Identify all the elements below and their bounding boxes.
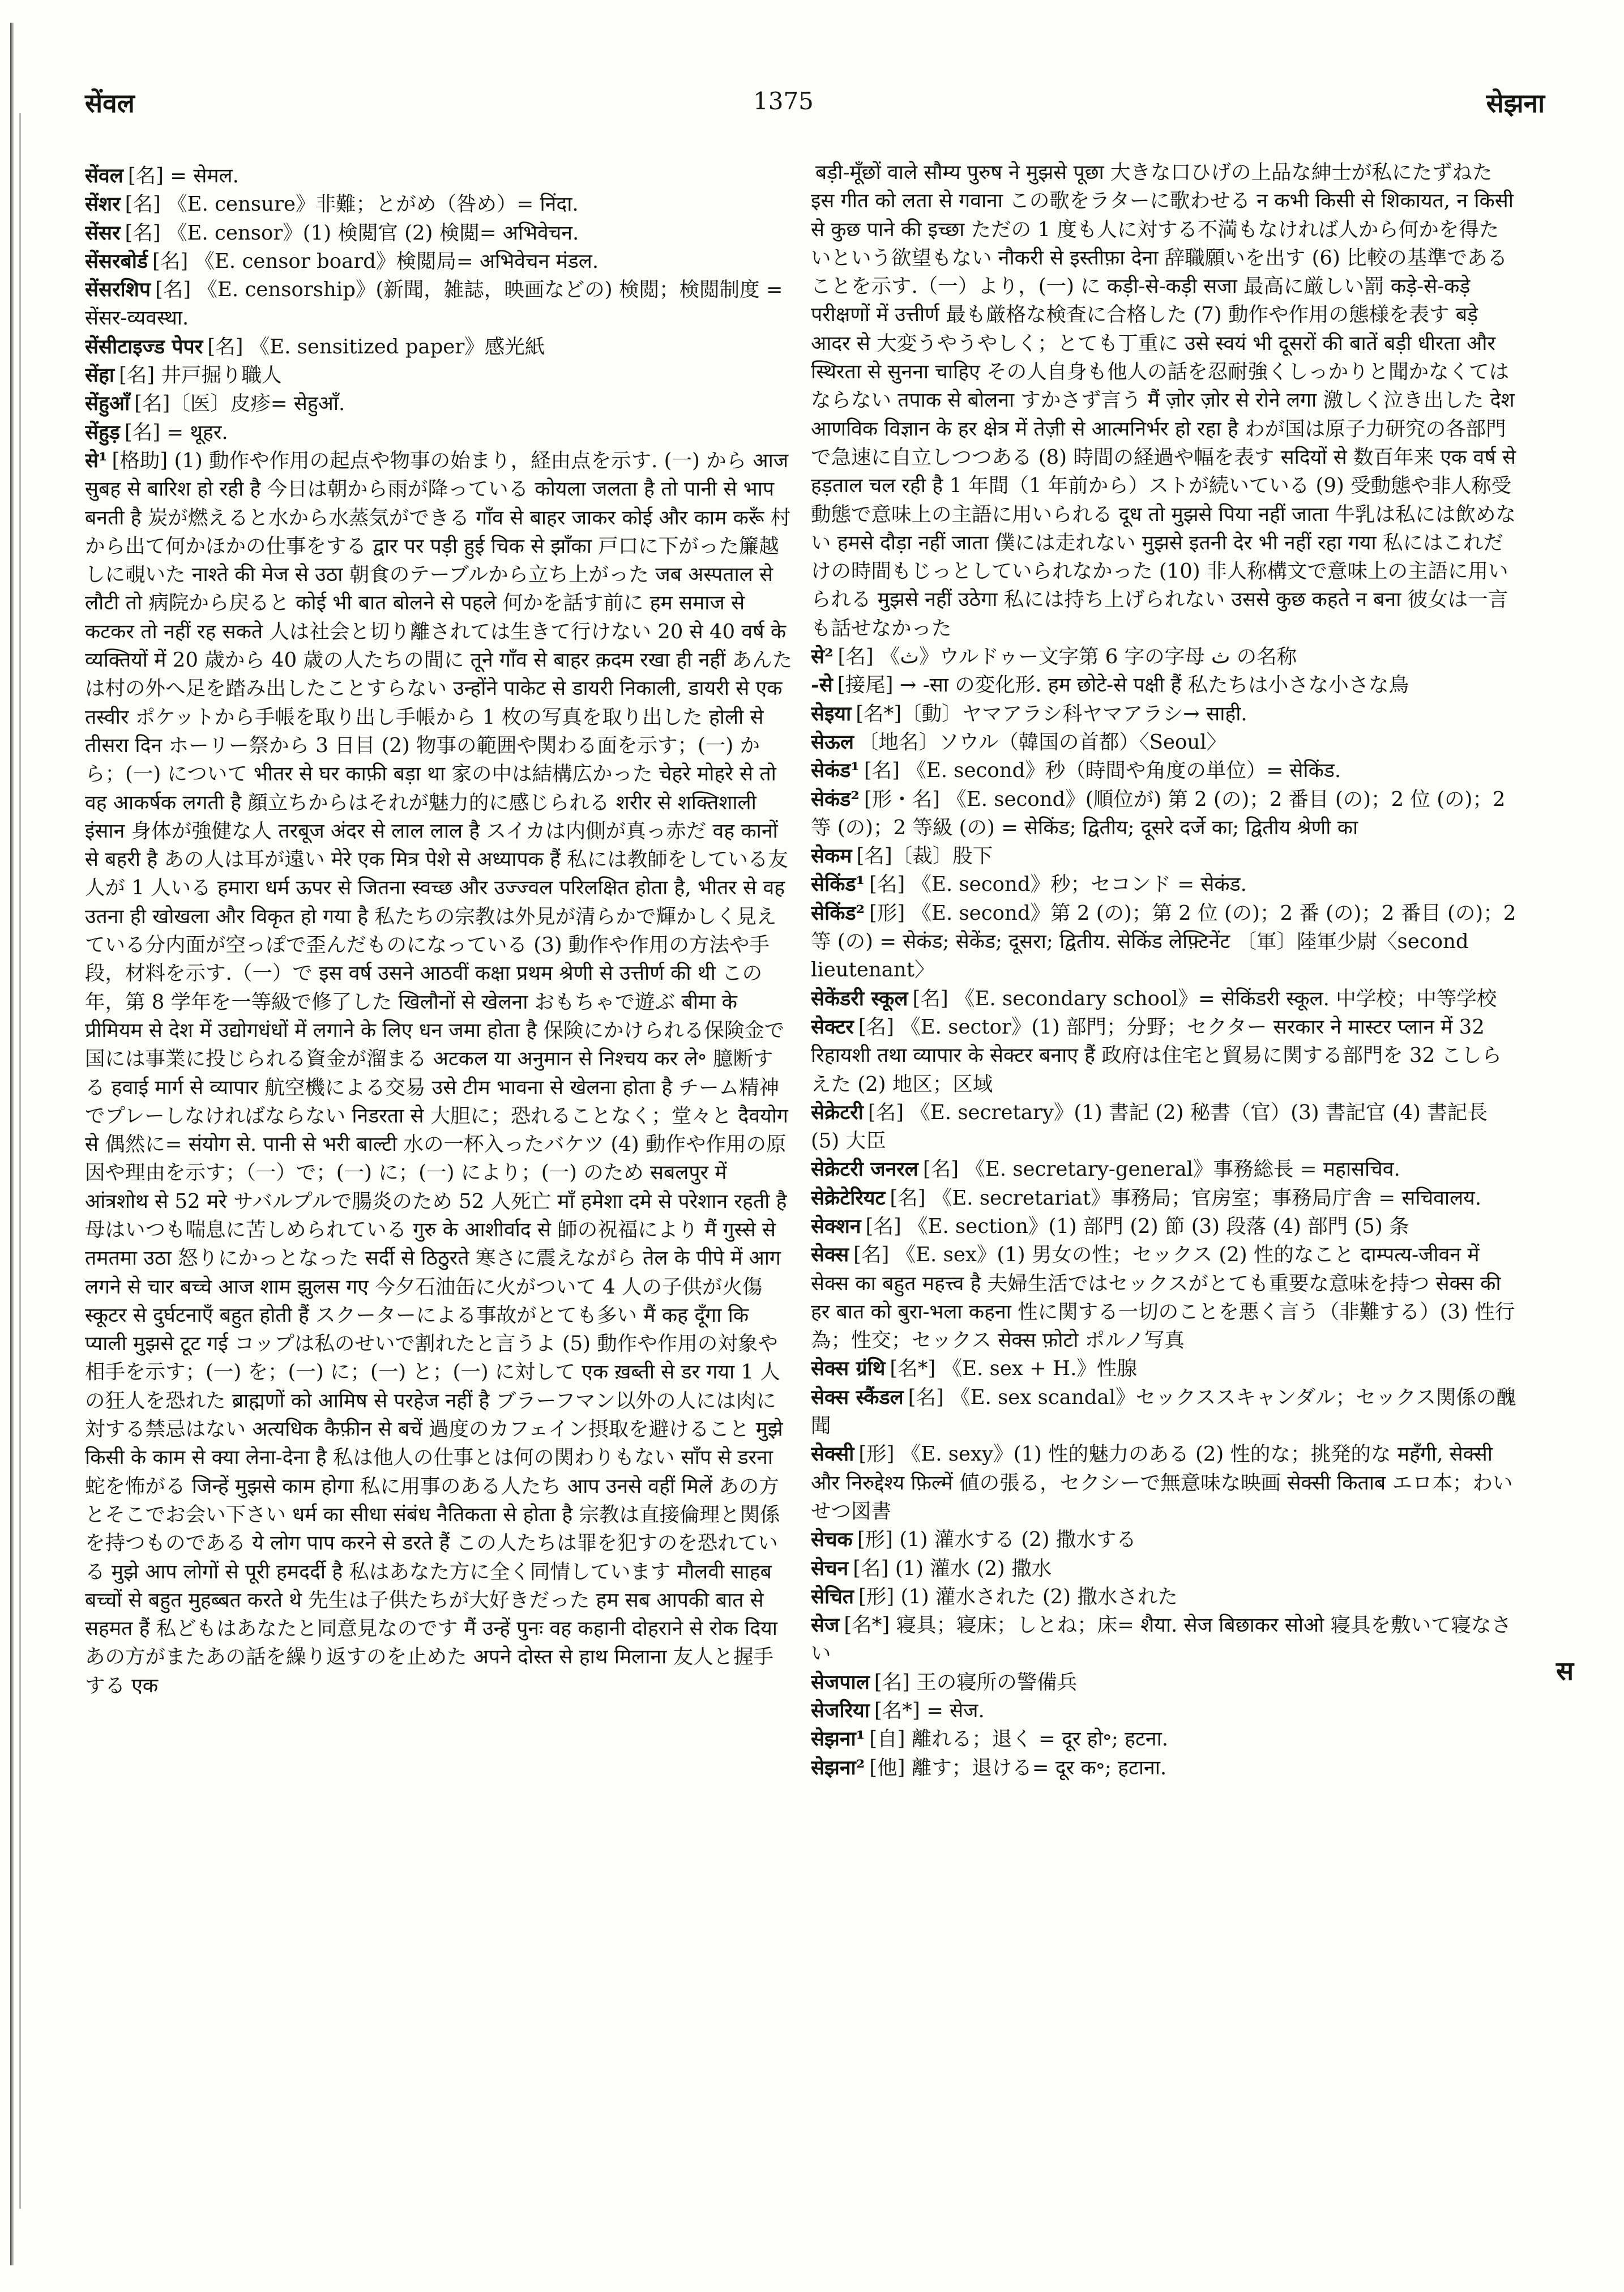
entry-headword: सेचन [811,1556,849,1580]
entry-headword: सेचक [811,1528,853,1552]
entry-headword: सेक्रेटरी जनरल [811,1158,918,1181]
entry-definition: [名] 《E. secretariat》事務局；官房室；事務局庁舎 = सचिवालय. [890,1186,1482,1210]
entry-definition: [形・名] 《E. second》(順位が) 第 2 (の)；2 番目 (の)；2 位 (の)；2 等 (の)；2 等級 (の) = सेकिंड; द्वितीय; दूसरे दर्जे का; द्वितीय श्रेणी का [811,787,1506,839]
dictionary-entry [811,842,1519,870]
dictionary-entry [85,447,793,1700]
entry-definition: [名*]〔動〕ヤマアラシ科ヤマアラシ→ साही. [856,702,1247,725]
entry-definition: [名] 《E. secondary school》= सेकिंडरी स्कूल. 中学校；中等学校 [912,987,1497,1010]
book-spine-shadow [10,23,14,2265]
dictionary-entry [811,1155,1519,1184]
entry-headword: सेंसीटाइज्ड पेपर [85,335,203,358]
dictionary-entry [811,1611,1519,1668]
entry-definition: [名] 《E. secretary》(1) 書記 (2) 秘書（官）(3) 書記官 (4) 書記長 (5) 大臣 [811,1100,1488,1153]
dictionary-entry [811,700,1519,728]
entry-headword: सेक्टर [811,1015,854,1039]
entry-headword: सेक्स ग्रंथि [811,1357,886,1381]
dictionary-entry [811,757,1519,785]
entry-headword: सेज [811,1614,840,1637]
entry-definition: [名] 《E. sex》(1) 男女の性；セックス (2) 性的なこと दाम्पत्य-जीवन में सेक्स का बहुत महत्त्व है 夫婦生活ではセックスがとても重要な意味を持つ सेक्स की हर बात को बुरा-भला कहना 性に関する一切のことを悪く言う（非難する）(3) 性行為；性交；セックス सेक्स फ़ोटो ポルノ写真 [811,1243,1515,1352]
dictionary-entry [811,1725,1519,1753]
dictionary-entry [811,870,1519,899]
page-number: 1375 [753,87,814,115]
dictionary-entry [85,247,793,276]
entry-headword: सेंशर [85,193,121,216]
entry-headword: से¹ [85,449,108,472]
dictionary-entry [811,1440,1519,1526]
entry-headword: से² [811,645,834,669]
dictionary-entry [811,899,1519,985]
entry-definition: [名] 《E. second》秒（時間や角度の単位）= सेकिंड. [864,759,1341,783]
entry-headword: सेकिंड² [811,901,865,925]
entry-headword: सेऊल [811,730,854,754]
entry-definition: [名] = सेमल. [127,164,239,187]
entry-definition: [名] 《E. second》秒；セコンド = सेकंड. [869,873,1247,897]
entry-definition: [名] 《E. section》(1) 部門 (2) 節 (3) 段落 (4) 部門 (5) 条 [865,1214,1409,1238]
entry-definition: [名*] = सेज. [874,1699,985,1723]
dictionary-entry [811,1754,1519,1782]
dictionary-entry [811,1526,1519,1554]
entry-definition: [名] 《E. sex scandal》セックススキャンダル；セックス関係の醜聞 [811,1385,1516,1438]
section-thumb-marker: स [1556,1655,1574,1686]
entry-definition: [名] 井戸掘り職人 [119,364,282,387]
entry-headword: सेचित [811,1585,854,1608]
dictionary-entry [811,1355,1519,1383]
entry-definition: [名]〔医〕皮疹= सेहुआँ. [134,392,345,416]
entry-definition: 〔地名〕ソウル（韓国の首都）〈Seoul〉 [858,730,1227,754]
dictionary-entry [85,390,793,418]
entry-definition: [形] (1) 灌水する (2) 撒水する [857,1528,1136,1552]
dictionary-entry [811,1697,1519,1725]
entry-headword: सेंसरबोर्ड [85,249,148,273]
dictionary-entry [811,728,1519,757]
entry-headword: सेझना¹ [811,1727,865,1751]
entry-definition: [他] 離す；退ける= दूर क॰; हटाना. [869,1756,1167,1779]
entry-definition: [名] 王の寝所の警備兵 [874,1670,1078,1694]
entry-definition: [名] 《ث》ウルドゥー文字第 6 字の字母 ث の名称 [837,645,1297,669]
dictionary-entry [85,276,793,333]
entry-headword: सेझना² [811,1756,865,1779]
entry-headword: सेजपाल [811,1670,870,1694]
dictionary-entry [811,786,1519,843]
entry-definition: [形] (1) 灌水された (2) 撒水された [858,1585,1178,1608]
right-guide-word: सेझना [1486,88,1545,118]
entry-headword: सेंहुड़ [85,420,120,444]
entry-headword: सेक्शन [811,1214,861,1238]
book-spine-line [19,113,21,2209]
entry-headword: सेंहुआँ [85,392,130,416]
entry-definition: [名] 《E. censorship》(新聞，雑誌，映画などの) 検閲；検閲制度 = सेंसर-व्यवस्था. [85,278,783,330]
entry-definition: [名] = थूहर. [124,420,228,444]
dictionary-entry [85,190,793,219]
dictionary-entry [811,985,1519,1013]
dictionary-entry [811,1384,1519,1441]
dictionary-entry [811,671,1519,699]
entry-headword: सेंसरशिप [85,278,151,302]
entry-headword: सेक्रेटेरियट [811,1186,886,1210]
entry-definition: [自] 離れる；退く = दूर हो॰; हटना. [869,1727,1169,1751]
entry-definition: [名] (1) 灌水 (2) 撒水 [853,1556,1052,1580]
entry-headword: सेंसर [85,221,121,245]
entry-headword: सेक्स [811,1243,849,1267]
dictionary-entry [811,1099,1519,1156]
entry-headword: सेकंड² [811,787,860,811]
entry-definition: [名] 《E. sensitized paper》感光紙 [207,335,545,358]
entry-definition: [名] 《E. censor board》検閲局= अभिवेचन मंडल. [152,249,599,273]
dictionary-entry [811,1241,1519,1355]
entry-headword: सेक्स स्कैंडल [811,1385,904,1409]
entry-headword: सेकेंडरी स्कूल [811,987,908,1010]
entry-definition: [形] 《E. second》第 2 (の)；第 2 位 (の)；2 番 (の)；2 番目 (の)；2 等 (の) = सेकंड; सेकेंड; दूसरा; द्वितीय. सेकिंड लेफ़्टिनेंट 〔軍〕陸軍少尉〈second lieutenant〉 [811,901,1516,982]
dictionary-entry [85,419,793,447]
dictionary-entry [811,159,1519,643]
entry-headword: सेक्सी [811,1442,854,1466]
dictionary-entry [811,1213,1519,1241]
entry-headword: सेक्रेटरी [811,1100,864,1124]
dictionary-entry [811,1184,1519,1213]
entry-definition: [接尾] → -सा の変化形. हम छोटे-से पक्षी हैं 私たちは小さな小さな鳥 [837,673,1409,697]
entry-definition: [名*] 寝具；寝床；しとね；床= शैया. सेज बिछाकर सोओ 寝具を敷いて寝なさい [811,1614,1512,1666]
entry-headword: सेंहा [85,364,115,387]
dictionary-entry [811,1668,1519,1697]
entry-definition: [名] 《E. sector》(1) 部門；分野；セクター सरकार ने मास्टर प्लान में 32 रिहायशी तथा व्यापार के सेक्टर बनाए हैं 政府は住宅と貿易に関する部門を 32 こしらえた (2) 地区；区域 [811,1015,1502,1096]
entry-definition: बड़ी-मूँछों वाले सौम्य पुरुष ने मुझसे पूछा 大きな口ひげの上品な紳士が私にたずねた इस गीत को लता से गवाना この歌をラターに歌わせる न कभी किसी से शिकायत, न किसी से कुछ पाने की इच्छा ただの 1 度も人に対する不満もなければ人から何かを得たいという欲望もない नौकरी से इस्तीफ़ा देना 辞職願いを出す (6) 比較の基準であることを示す.（一）より，(一) に कड़ी-से-कड़ी सजा 最高に厳しい罰 कड़े-से-कड़े परीक्षणों में उत्तीर्ण 最も厳格な検査に合格した (7) 動作や作用の態様を表す बड़े आदर से 大変うやうやしく；とても丁重に उसे स्वयं भी दूसरों की बातें बड़ी धीरता और स्थिरता से सुनना चाहिए その人自身も他人の話を忍耐強くしっかりと聞かなくてはならない तपाक से बोलना すかさず言う मैं ज़ोर ज़ोर से रोने लगा 激しく泣き出した देश आणविक विज्ञान के हर क्षेत्र में तेज़ी से आत्मनिर्भर हो रहा है わが国は原子力研究の各部門で急速に自立しつつある (8) 時間の経過や幅を表す सदियों से 数百年来 एक वर्ष से हड़ताल चल रही है 1 年間（1 年前から）ストが続いている (9) 受動態や非人称受動態で意味上の主語に用いられる दूध तो मुझसे पिया नहीं जाता 牛乳は私には飲めない हमसे दौड़ा नहीं जाता 僕には走れない मुझसे इतनी देर भी नहीं रहा गया 私にはこれだけの時間もじっとしていられなかった (10) 非人称構文で意味上の主語に用いられる मुझसे नहीं उठेगा 私には持ち上げられない उससे कुछ कहते न बना 彼女は一言も話せなかった [811,161,1516,640]
entry-headword: -से [811,673,833,697]
dictionary-entry [85,333,793,361]
entry-definition: [名*] 《E. sex + H.》性腺 [890,1357,1137,1381]
dictionary-entry [85,361,793,390]
dictionary-entry [85,162,793,190]
entry-headword: सेकिंड¹ [811,873,865,897]
entry-definition: [格助] (1) 動作や作用の起点や物事の始まり，経由点を示す. (一) から आज सुबह से बारिश हो रही है 今日は朝から雨が降っている कोयला जलता है तो पानी से भाप बनती है 炭が燃えると水から水蒸気ができる गाँव से बाहर जाकर कोई और काम करूँ 村から出て何かほかの仕事をする द्वार पर पड़ी हुई चिक से झाँका 戸口に下がった簾越しに覗いた नाश्ते की मेज से उठा 朝食のテーブルから立ち上がった जब अस्पताल से लौटी तो 病院から戻ると कोई भी बात बोलने से पहले 何かを話す前に हम समाज से कटकर तो नहीं रह सकते 人は社会と切り離されては生きて行けない 20 से 40 वर्ष के व्यक्तियों में 20 歳から 40 歳の人たちの間に तूने गाँव से बाहर क़दम रखा ही नहीं あんたは村の外へ足を踏み出したことすらない उन्होंने पाकेट से डायरी निकाली, डायरी से एक तस्वीर ポケットから手帳を取り出し手帳から 1 枚の写真を取り出した होली से तीसरा दिन ホーリー祭から 3 日目 (2) 物事の範囲や関わる面を示す；(一) から；(一) について भीतर से घर काफ़ी बड़ा था 家の中は結構広かった चेहरे मोहरे से तो वह आकर्षक लगती है 顔立ちからはそれが魅力的に感じられる शरीर से शक्तिशाली इंसान 身体が強健な人 तरबूज अंदर से लाल लाल है スイカは内側が真っ赤だ वह कानों से बहरी है あの人は耳が遠い मेरे एक मित्र पेशे से अध्यापक हैं 私には教師をしている友人が 1 人いる हमारा धर्म ऊपर से जितना स्वच्छ और उज्ज्वल परिलक्षित होता है, भीतर से वह उतना ही खोखला और विकृत हो गया है 私たちの宗教は外見が清らかで輝かしく見えている分内面が空っぽで歪んだものになっている (3) 動作や作用の方法や手段，材料を示す.（一）で इस वर्ष उसने आठवीं कक्षा प्रथम श्रेणी से उत्तीर्ण की थी この年，第 8 学年を一等級で修了した खिलौनों से खेलना おもちゃで遊ぶ बीमा के प्रीमियम से देश में उद्योगधंधों में लगाने के लिए धन जमा होता है 保険にかけられる保険金で国には事業に投じられる資金が溜まる अटकल या अनुमान से निश्चय कर ले॰ 臆断する हवाई मार्ग से व्यापार 航空機による交易 उसे टीम भावना से खेलना होता है チーム精神でプレーしなければならない निडरता से 大胆に；恐れることなく；堂々と दैवयोग से 偶然に= संयोग से. पानी से भरी बाल्टी 水の一杯入ったバケツ (4) 動作や作用の原因や理由を示す；（一）で；(一) に；(一) により；(一) のため सबलपुर में आंत्रशोथ से 52 मरे サバルプルで腸炎のため 52 人死亡 माँ हमेशा दमे से परेशान रहती है 母はいつも喘息に苦しめられている गुरु के आशीर्वाद से 師の祝福により मैं गुस्से से तमतमा उठा 怒りにかっとなった सर्दी से ठिठुरते 寒さに震えながら तेल के पीपे में आग लगने से चार बच्चे आज शाम झुलस गए 今夕石油缶に火がついて 4 人の子供が火傷 स्कूटर से दुर्घटनाएँ बहुत होती हैं スクーターによる事故がとても多い मैं कह दूँगा कि प्याली मुझसे टूट गई コップは私のせいで割れたと言うよ (5) 動作や作用の対象や相手を示す；(一) を；(一) に；(一) と；(一) に対して एक ख़ब्ती से डर गया 1 人の狂人を恐れた ब्राह्मणों को आमिष से परहेज नहीं है ブラーフマン以外の人には肉に対する禁忌はない अत्यधिक कैफ़ीन से बचें 過度のカフェイン摂取を避けること मुझे किसी के काम से क्या लेना-देना है 私は他人の仕事とは何の関わりもない साँप से डरना 蛇を怖がる जिन्हें मुझसे काम होगा 私に用事のある人たち आप उनसे वहीं मिलें あの方とそこでお会い下さい धर्म का सीधा संबंध नैतिकता से होता है 宗教は直接倫理と関係を持つものである ये लोग पाप करने से डरते हैं この人たちは罪を犯すのを恐れている मुझे आप लोगों से पूरी हमदर्दी है 私はあなた方に全く同情しています मौलवी साहब बच्चों से बहुत मुहब्बत करते थे 先生は子供たちが大好きだった हम सब आपकी बात से सहमत हैं 私どもはあなたと同意見なのです मैं उन्हें पुनः वह कहानी दोहराने से रोक दिया あの方がまたあの話を繰り返すのを止めた अपने दोस्त से हाथ मिलाना 友人と握手する एक [85,449,793,1697]
entry-definition: [名] 《E. censor》(1) 検閲官 (2) 検閲= अभिवेचन. [125,221,579,245]
entry-definition: [名] 《E. secretary-general》事務総長 = महासचिव. [922,1158,1400,1181]
entry-headword: सेजरिया [811,1699,870,1723]
entry-headword: सेंवल [85,164,123,187]
entry-headword: सेकम [811,844,852,868]
left-guide-word: सेंवल [85,88,135,118]
dictionary-entry [811,1013,1519,1099]
entry-definition: [名]〔裁〕股下 [856,844,993,868]
page-header [85,85,1545,130]
dictionary-entry [811,643,1519,671]
left-column [85,162,793,2246]
entry-headword: सेइया [811,702,852,725]
dictionary-entry [811,1583,1519,1611]
dictionary-entry [811,1555,1519,1583]
entry-definition: [形] 《E. sexy》(1) 性的魅力のある (2) 性的な；挑発的な महँगी, सेक्सी और निरुद्देश्य फ़िल्में 値の張る，セクシーで無意味な映画 सेक्सी किताब エロ本；わいせつ図書 [811,1442,1513,1523]
entry-headword: सेकंड¹ [811,759,860,783]
dictionary-entry [85,219,793,247]
right-column [811,159,1519,2243]
entry-definition: [名] 《E. censure》非難；とがめ（咎め）= निंदा. [125,193,579,216]
